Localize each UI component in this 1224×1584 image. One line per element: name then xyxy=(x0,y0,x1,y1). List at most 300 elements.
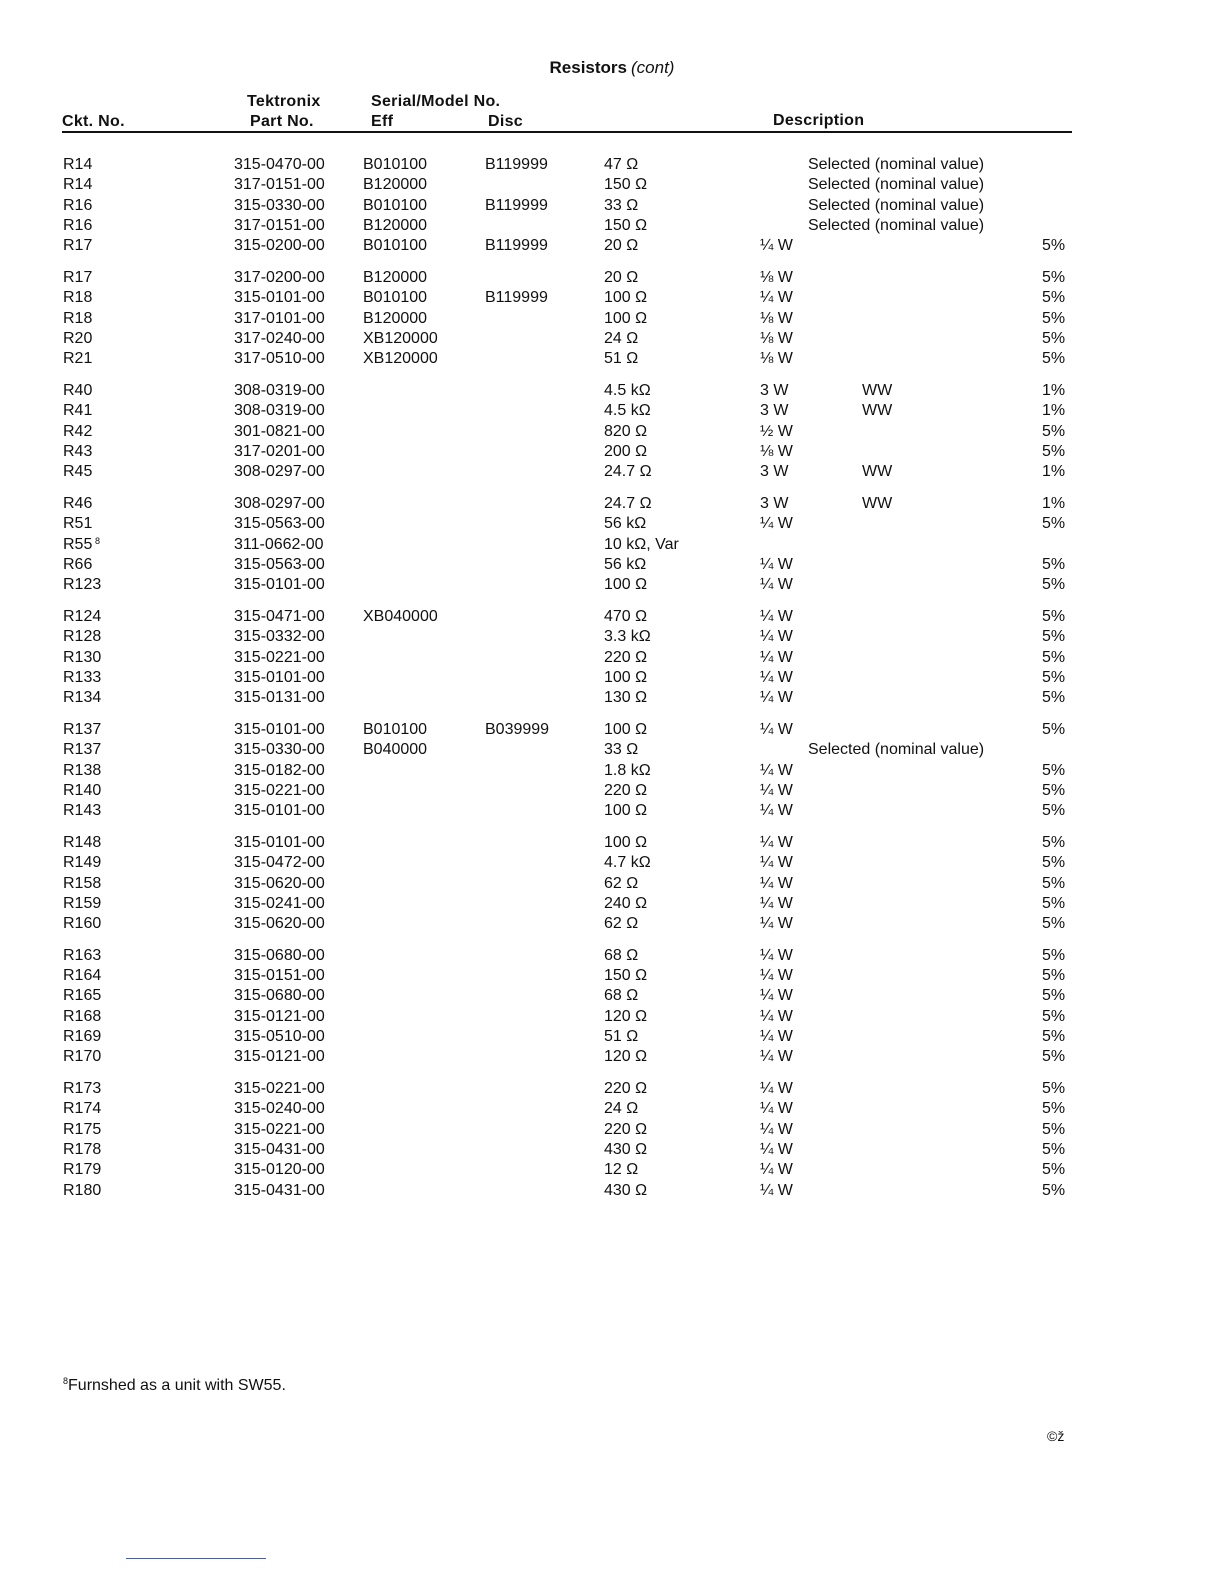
wattage: ¼ W xyxy=(760,894,793,912)
tolerance: 5% xyxy=(1042,987,1066,1005)
part-number: 317-0240-00 xyxy=(234,329,325,347)
wattage: ¼ W xyxy=(760,1120,793,1138)
resistor-type: WW xyxy=(862,463,893,481)
resistor-type: WW xyxy=(862,494,893,512)
section-title-suffix: (cont) xyxy=(631,58,675,77)
circuit-number: R14 xyxy=(63,176,93,194)
table-row xyxy=(0,1007,1224,1027)
table-row xyxy=(0,668,1224,688)
resistor-type: WW xyxy=(862,381,893,399)
selected-note: Selected (nominal value) xyxy=(808,196,985,214)
circuit-number: R137 xyxy=(63,720,102,738)
table-row xyxy=(0,648,1224,668)
wattage: ¼ W xyxy=(760,874,793,892)
table-row xyxy=(0,381,1224,401)
part-number: 308-0297-00 xyxy=(234,494,325,512)
wattage: ¼ W xyxy=(760,720,793,738)
table-row xyxy=(0,442,1224,462)
part-number: 317-0151-00 xyxy=(234,216,325,234)
wattage: ⅛ W xyxy=(760,268,793,286)
resistance-value: 12 Ω xyxy=(604,1161,639,1179)
circuit-number: R138 xyxy=(63,761,102,779)
resistance-value: 20 Ω xyxy=(604,237,639,255)
circuit-number: R16 xyxy=(63,216,93,234)
circuit-number: R169 xyxy=(63,1028,102,1046)
serial-effective: XB040000 xyxy=(363,607,438,625)
table-row xyxy=(0,627,1224,647)
parts-table xyxy=(0,155,1224,1201)
tolerance: 5% xyxy=(1042,833,1066,851)
part-number: 315-0510-00 xyxy=(234,1028,325,1046)
resistance-value: 150 Ω xyxy=(604,216,648,234)
part-number: 315-0471-00 xyxy=(234,607,325,625)
tolerance: 1% xyxy=(1042,494,1066,512)
wattage: 3 W xyxy=(760,463,789,481)
circuit-number: R180 xyxy=(63,1181,102,1199)
wattage: ¼ W xyxy=(760,1048,793,1066)
serial-effective: B010100 xyxy=(363,720,428,738)
resistance-value: 24.7 Ω xyxy=(604,494,652,512)
tolerance: 5% xyxy=(1042,607,1066,625)
table-row xyxy=(0,688,1224,708)
part-number: 315-0563-00 xyxy=(234,515,325,533)
resistance-value: 220 Ω xyxy=(604,1120,648,1138)
underline-link xyxy=(126,1558,266,1559)
serial-effective: B010100 xyxy=(363,289,428,307)
table-row xyxy=(0,1160,1224,1180)
resistance-value: 24.7 Ω xyxy=(604,463,652,481)
tolerance: 5% xyxy=(1042,237,1066,255)
part-number: 308-0319-00 xyxy=(234,381,325,399)
wattage: ¼ W xyxy=(760,1181,793,1199)
selected-note: Selected (nominal value) xyxy=(808,176,985,194)
circuit-number: R148 xyxy=(63,833,102,851)
table-row xyxy=(0,401,1224,421)
header-disc: Disc xyxy=(488,113,523,130)
selected-note: Selected (nominal value) xyxy=(808,216,985,234)
tolerance: 5% xyxy=(1042,967,1066,985)
header-description: Description xyxy=(773,112,865,129)
tolerance: 5% xyxy=(1042,1007,1066,1025)
resistance-value: 4.5 kΩ xyxy=(604,381,651,399)
circuit-number: R143 xyxy=(63,802,102,820)
resistance-value: 47 Ω xyxy=(604,156,639,173)
circuit-number: R17 xyxy=(63,237,93,255)
tolerance: 1% xyxy=(1042,402,1066,420)
table-row xyxy=(0,329,1224,349)
resistance-value: 62 Ω xyxy=(604,874,639,892)
resistance-value: 100 Ω xyxy=(604,833,648,851)
part-number: 315-0101-00 xyxy=(234,720,325,738)
table-row xyxy=(0,986,1224,1006)
circuit-number: R43 xyxy=(63,442,93,460)
part-number: 315-0431-00 xyxy=(234,1181,325,1199)
tolerance: 5% xyxy=(1042,648,1066,666)
tolerance: 5% xyxy=(1042,442,1066,460)
resistance-value: 150 Ω xyxy=(604,967,648,985)
resistance-value: 220 Ω xyxy=(604,648,648,666)
circuit-number: R20 xyxy=(63,329,93,347)
part-number: 301-0821-00 xyxy=(234,422,325,440)
table-row xyxy=(0,309,1224,329)
tolerance: 5% xyxy=(1042,350,1066,368)
resistance-value: 100 Ω xyxy=(604,309,648,327)
section-title xyxy=(0,58,1224,78)
wattage: ¼ W xyxy=(760,237,793,255)
header-ckt-no: Ckt. No. xyxy=(62,113,125,130)
part-number: 315-0431-00 xyxy=(234,1141,325,1159)
table-row xyxy=(0,740,1224,760)
tolerance: 5% xyxy=(1042,946,1066,964)
circuit-number: R159 xyxy=(63,894,102,912)
tolerance: 5% xyxy=(1042,874,1066,892)
circuit-number: R140 xyxy=(63,781,102,799)
resistance-value: 24 Ω xyxy=(604,329,639,347)
part-number: 315-0101-00 xyxy=(234,833,325,851)
serial-discontinued: B039999 xyxy=(485,720,550,738)
wattage: ¼ W xyxy=(760,607,793,625)
tolerance: 5% xyxy=(1042,268,1066,286)
circuit-number: R40 xyxy=(63,381,93,399)
circuit-number: R134 xyxy=(63,689,102,707)
selected-note: Selected (nominal value) xyxy=(808,741,985,759)
resistance-value: 4.7 kΩ xyxy=(604,854,651,872)
resistance-value: 120 Ω xyxy=(604,1007,648,1025)
serial-discontinued: B119999 xyxy=(485,156,548,173)
table-row xyxy=(0,1099,1224,1119)
tolerance: 5% xyxy=(1042,628,1066,646)
resistance-value: 820 Ω xyxy=(604,422,648,440)
circuit-number: R165 xyxy=(63,987,102,1005)
tolerance: 5% xyxy=(1042,915,1066,933)
table-row xyxy=(0,514,1224,534)
circuit-number: R170 xyxy=(63,1048,102,1066)
header-eff: Eff xyxy=(371,113,394,130)
wattage: ¼ W xyxy=(760,648,793,666)
resistance-value: 4.5 kΩ xyxy=(604,402,651,420)
tolerance: 5% xyxy=(1042,555,1066,573)
part-number: 315-0101-00 xyxy=(234,576,325,594)
part-number: 315-0101-00 xyxy=(234,668,325,686)
resistance-value: 200 Ω xyxy=(604,442,648,460)
tolerance: 5% xyxy=(1042,1181,1066,1199)
resistance-value: 56 kΩ xyxy=(604,515,647,533)
part-number: 317-0151-00 xyxy=(234,176,325,194)
footnote xyxy=(63,1376,286,1395)
circuit-number: R18 xyxy=(63,309,93,327)
wattage: ¼ W xyxy=(760,668,793,686)
resistance-value: 10 kΩ, Var xyxy=(604,535,679,553)
wattage: 3 W xyxy=(760,494,789,512)
wattage: ⅛ W xyxy=(760,309,793,327)
table-row xyxy=(0,801,1224,821)
table-row xyxy=(0,761,1224,781)
table-row xyxy=(0,1120,1224,1140)
table-row xyxy=(0,853,1224,873)
table-row xyxy=(0,966,1224,986)
footnote-marker: 8 xyxy=(63,1376,69,1386)
tolerance: 5% xyxy=(1042,289,1066,307)
tolerance: 5% xyxy=(1042,689,1066,707)
part-number: 315-0620-00 xyxy=(234,874,325,892)
resistance-value: 56 kΩ xyxy=(604,555,647,573)
wattage: ¼ W xyxy=(760,967,793,985)
part-number: 315-0472-00 xyxy=(234,854,325,872)
wattage: ¼ W xyxy=(760,946,793,964)
part-number: 311-0662-00 xyxy=(234,535,324,553)
tolerance: 5% xyxy=(1042,781,1066,799)
table-row xyxy=(0,1027,1224,1047)
tolerance: 5% xyxy=(1042,854,1066,872)
resistance-value: 68 Ω xyxy=(604,946,639,964)
wattage: 3 W xyxy=(760,381,789,399)
part-number: 315-0101-00 xyxy=(234,289,325,307)
wattage: ¼ W xyxy=(760,289,793,307)
resistance-value: 20 Ω xyxy=(604,268,639,286)
serial-effective: XB120000 xyxy=(363,350,438,368)
table-row xyxy=(0,1181,1224,1201)
circuit-number: R18 xyxy=(63,289,93,307)
circuit-number: R45 xyxy=(63,463,93,481)
circuit-number: R51 xyxy=(63,515,93,533)
wattage: ¼ W xyxy=(760,1007,793,1025)
wattage: ⅛ W xyxy=(760,350,793,368)
part-number: 315-0470-00 xyxy=(234,156,325,173)
serial-effective: B040000 xyxy=(363,741,428,759)
header-rule xyxy=(62,131,1072,133)
table-row xyxy=(0,555,1224,575)
circuit-number: R123 xyxy=(63,576,102,594)
serial-discontinued: B119999 xyxy=(485,289,548,307)
part-number: 315-0332-00 xyxy=(234,628,325,646)
table-row xyxy=(0,196,1224,216)
serial-discontinued: B119999 xyxy=(485,196,548,214)
resistance-value: 33 Ω xyxy=(604,741,639,759)
table-row xyxy=(0,349,1224,369)
resistance-value: 100 Ω xyxy=(604,289,648,307)
tolerance: 5% xyxy=(1042,894,1066,912)
resistance-value: 430 Ω xyxy=(604,1141,648,1159)
table-row xyxy=(0,874,1224,894)
tolerance: 5% xyxy=(1042,1028,1066,1046)
resistor-type: WW xyxy=(862,402,893,420)
wattage: ¼ W xyxy=(760,833,793,851)
part-number: 315-0182-00 xyxy=(234,761,325,779)
part-number: 315-0151-00 xyxy=(234,967,325,985)
wattage: ½ W xyxy=(760,422,793,440)
part-number: 315-0121-00 xyxy=(234,1007,325,1025)
resistance-value: 33 Ω xyxy=(604,196,639,214)
resistance-value: 100 Ω xyxy=(604,802,648,820)
circuit-number: R178 xyxy=(63,1141,102,1159)
circuit-number: R124 xyxy=(63,607,102,625)
table-row xyxy=(0,575,1224,595)
wattage: ¼ W xyxy=(760,1028,793,1046)
table-row xyxy=(0,946,1224,966)
circuit-number: R128 xyxy=(63,628,102,646)
part-number: 315-0101-00 xyxy=(234,802,325,820)
part-number: 315-0131-00 xyxy=(234,689,325,707)
serial-discontinued: B119999 xyxy=(485,237,548,255)
resistance-value: 240 Ω xyxy=(604,894,648,912)
resistance-value: 24 Ω xyxy=(604,1100,639,1118)
selected-note: Selected (nominal value) xyxy=(808,156,985,173)
circuit-number: R164 xyxy=(63,967,102,985)
wattage: ¼ W xyxy=(760,915,793,933)
section-title-text: Resistors xyxy=(549,58,627,77)
resistance-value: 470 Ω xyxy=(604,607,648,625)
serial-effective: B010100 xyxy=(363,196,428,214)
circuit-number: R160 xyxy=(63,915,102,933)
part-number: 317-0201-00 xyxy=(234,442,325,460)
wattage: ⅛ W xyxy=(760,329,793,347)
table-row xyxy=(0,1140,1224,1160)
table-row xyxy=(0,216,1224,236)
wattage: ¼ W xyxy=(760,802,793,820)
part-number: 315-0121-00 xyxy=(234,1048,325,1066)
header-part-no: Part No. xyxy=(250,113,314,130)
wattage: ¼ W xyxy=(760,576,793,594)
wattage: ¼ W xyxy=(760,781,793,799)
tolerance: 5% xyxy=(1042,1120,1066,1138)
resistance-value: 100 Ω xyxy=(604,720,648,738)
circuit-number: R137 xyxy=(63,741,102,759)
wattage: ¼ W xyxy=(760,987,793,1005)
resistance-value: 62 Ω xyxy=(604,915,639,933)
wattage: ¼ W xyxy=(760,515,793,533)
resistance-value: 120 Ω xyxy=(604,1048,648,1066)
circuit-number: R130 xyxy=(63,648,102,666)
resistance-value: 100 Ω xyxy=(604,576,648,594)
footnote-text: Furnshed as a unit with SW55. xyxy=(68,1377,286,1394)
part-number: 317-0200-00 xyxy=(234,268,325,286)
part-number: 315-0120-00 xyxy=(234,1161,325,1179)
wattage: ¼ W xyxy=(760,1100,793,1118)
part-number: 315-0221-00 xyxy=(234,1120,325,1138)
table-row xyxy=(0,268,1224,288)
tolerance: 5% xyxy=(1042,1048,1066,1066)
part-number: 315-0330-00 xyxy=(234,196,325,214)
tolerance: 5% xyxy=(1042,720,1066,738)
table-row xyxy=(0,535,1224,555)
circuit-number: R42 xyxy=(63,422,93,440)
part-number: 315-0680-00 xyxy=(234,987,325,1005)
wattage: ¼ W xyxy=(760,1161,793,1179)
tolerance: 5% xyxy=(1042,515,1066,533)
resistance-value: 51 Ω xyxy=(604,1028,639,1046)
resistance-value: 130 Ω xyxy=(604,689,648,707)
table-row xyxy=(0,288,1224,308)
header-serial-model: Serial/Model No. xyxy=(371,93,501,110)
table-row xyxy=(0,1079,1224,1099)
circuit-number: R21 xyxy=(63,350,93,368)
table-row xyxy=(0,175,1224,195)
header-tektronix: Tektronix xyxy=(247,93,321,110)
tolerance: 5% xyxy=(1042,329,1066,347)
table-row xyxy=(0,720,1224,740)
resistance-value: 68 Ω xyxy=(604,987,639,1005)
part-number: 315-0241-00 xyxy=(234,894,325,912)
circuit-number: R149 xyxy=(63,854,102,872)
serial-effective: B120000 xyxy=(363,216,428,234)
circuit-number: R14 xyxy=(63,156,93,173)
tolerance: 1% xyxy=(1042,463,1066,481)
circuit-number: R163 xyxy=(63,946,102,964)
table-row xyxy=(0,494,1224,514)
part-number: 317-0510-00 xyxy=(234,350,325,368)
part-number: 308-0297-00 xyxy=(234,463,325,481)
circuit-number: R66 xyxy=(63,555,93,573)
tolerance: 1% xyxy=(1042,381,1066,399)
wattage: ¼ W xyxy=(760,1080,793,1098)
tolerance: 5% xyxy=(1042,668,1066,686)
part-number: 315-0680-00 xyxy=(234,946,325,964)
table-row xyxy=(0,462,1224,482)
tolerance: 5% xyxy=(1042,761,1066,779)
wattage: ¼ W xyxy=(760,689,793,707)
resistance-value: 220 Ω xyxy=(604,781,648,799)
tolerance: 5% xyxy=(1042,1141,1066,1159)
serial-effective: XB120000 xyxy=(363,329,438,347)
resistance-value: 430 Ω xyxy=(604,1181,648,1199)
tolerance: 5% xyxy=(1042,1080,1066,1098)
circuit-number: R55 xyxy=(63,535,93,553)
part-number: 308-0319-00 xyxy=(234,402,325,420)
tolerance: 5% xyxy=(1042,1161,1066,1179)
serial-effective: B010100 xyxy=(363,156,428,173)
resistance-value: 51 Ω xyxy=(604,350,639,368)
table-row xyxy=(0,422,1224,442)
part-number: 315-0221-00 xyxy=(234,1080,325,1098)
part-number: 315-0200-00 xyxy=(234,237,325,255)
wattage: ¼ W xyxy=(760,854,793,872)
table-row xyxy=(0,155,1224,175)
table-row xyxy=(0,607,1224,627)
serial-effective: B010100 xyxy=(363,237,428,255)
wattage: 3 W xyxy=(760,402,789,420)
circuit-number: R46 xyxy=(63,494,93,512)
tolerance: 5% xyxy=(1042,576,1066,594)
part-number: 315-0221-00 xyxy=(234,781,325,799)
wattage: ⅛ W xyxy=(760,442,793,460)
part-number: 315-0620-00 xyxy=(234,915,325,933)
tolerance: 5% xyxy=(1042,422,1066,440)
part-number: 317-0101-00 xyxy=(234,309,325,327)
circuit-number: R133 xyxy=(63,668,102,686)
serial-effective: B120000 xyxy=(363,176,428,194)
circuit-number: R173 xyxy=(63,1080,102,1098)
resistance-value: 1.8 kΩ xyxy=(604,761,651,779)
tolerance: 5% xyxy=(1042,802,1066,820)
part-number: 315-0240-00 xyxy=(234,1100,325,1118)
resistance-value: 150 Ω xyxy=(604,176,648,194)
footnote-ref: 8 xyxy=(95,535,101,546)
resistance-value: 220 Ω xyxy=(604,1080,648,1098)
circuit-number: R175 xyxy=(63,1120,102,1138)
circuit-number: R174 xyxy=(63,1100,102,1118)
table-row xyxy=(0,833,1224,853)
circuit-number: R41 xyxy=(63,402,93,420)
resistance-value: 100 Ω xyxy=(604,668,648,686)
part-number: 315-0330-00 xyxy=(234,741,325,759)
circuit-number: R168 xyxy=(63,1007,102,1025)
part-number: 315-0563-00 xyxy=(234,555,325,573)
circuit-number: R158 xyxy=(63,874,102,892)
table-row xyxy=(0,236,1224,256)
table-row xyxy=(0,914,1224,934)
table-row xyxy=(0,781,1224,801)
part-number: 315-0221-00 xyxy=(234,648,325,666)
